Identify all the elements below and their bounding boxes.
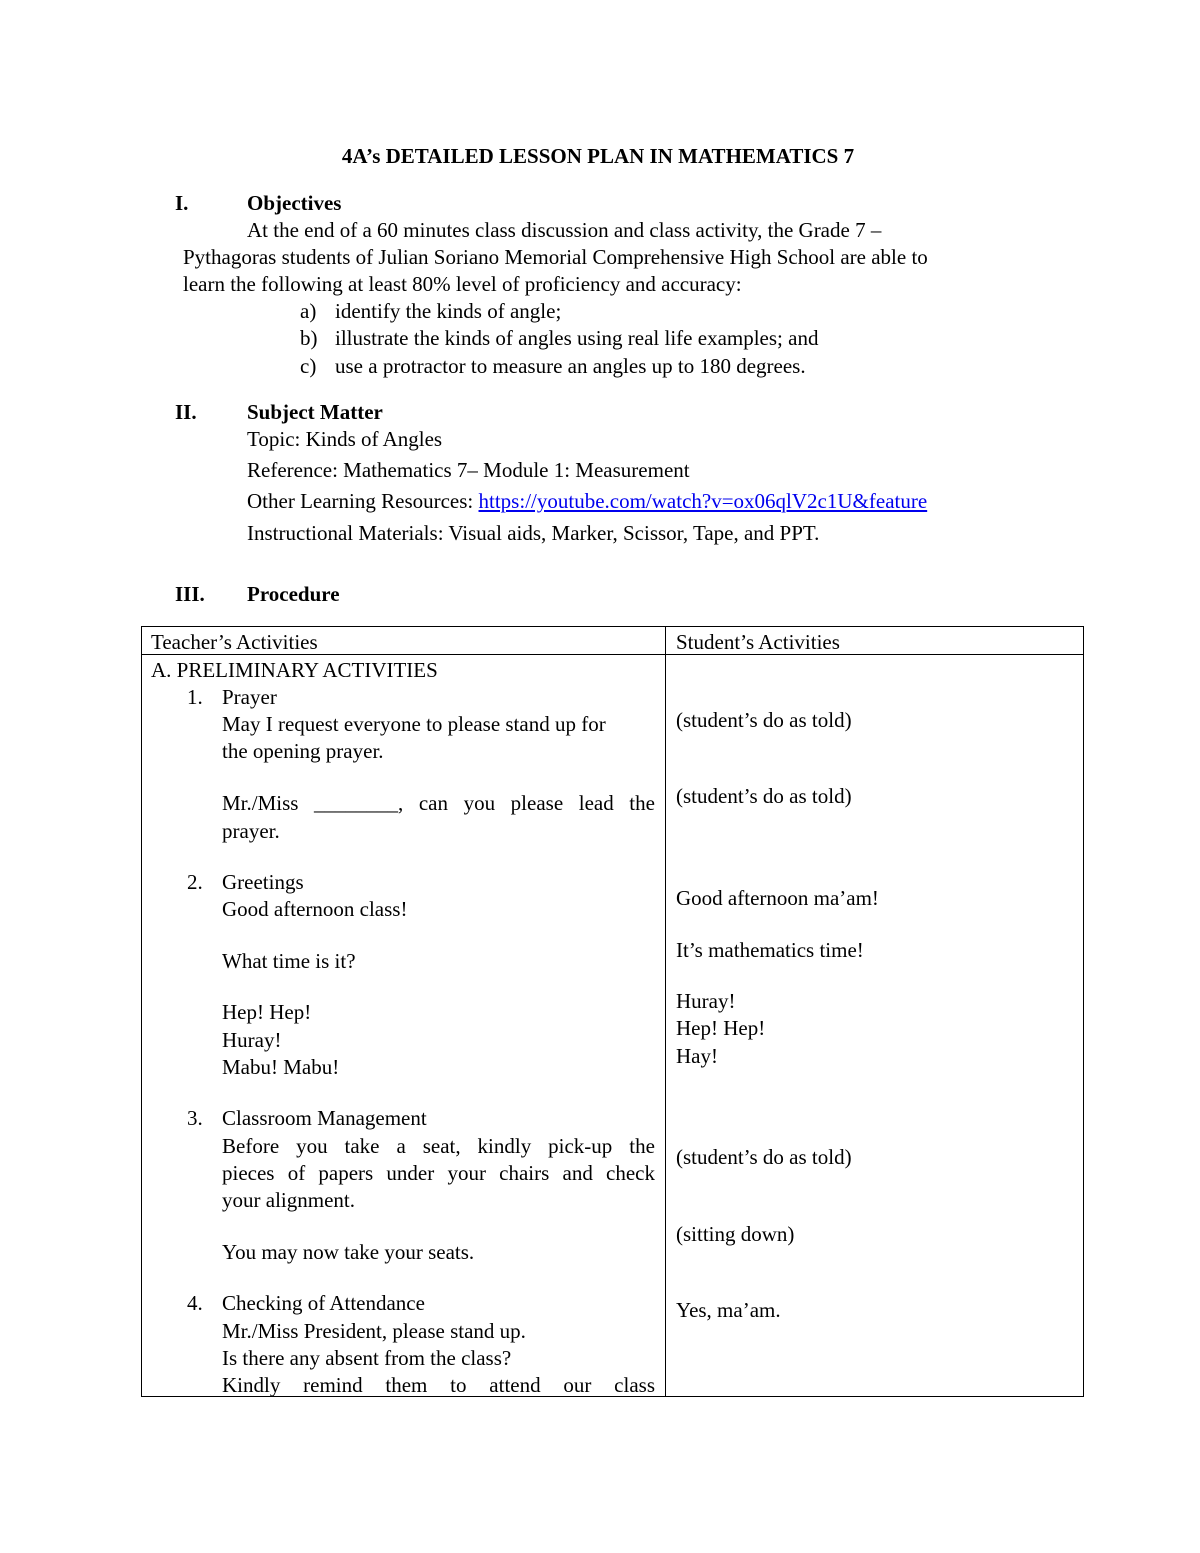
word: attend: [489, 1373, 541, 1397]
blank-line: ________,: [314, 791, 404, 815]
table-column-divider: [665, 626, 666, 1397]
word: you: [296, 1134, 328, 1158]
greetings-number: 2.: [187, 870, 203, 894]
youtube-link[interactable]: https://youtube.com/watch?v=ox06qlV2c1U&feature: [478, 489, 928, 513]
attendance-teacher-line-3: [222, 1375, 655, 1396]
classroom-teacher-line-3: your alignment.: [222, 1188, 355, 1212]
classroom-teacher-line-2: [222, 1163, 655, 1184]
topic-line: Topic: Kinds of Angles: [247, 427, 443, 451]
objective-item-a: identify the kinds of angle;: [335, 299, 562, 323]
classroom-teacher-line-4: You may now take your seats.: [222, 1240, 475, 1264]
word: you: [463, 791, 496, 815]
greetings-teacher-line-5: Mabu! Mabu!: [222, 1055, 340, 1079]
word: take: [344, 1134, 380, 1158]
greetings-student-response-5: Hay!: [676, 1044, 718, 1068]
classroom-student-response-2: (sitting down): [676, 1222, 795, 1246]
greetings-teacher-line-1: Good afternoon class!: [222, 897, 408, 921]
greetings-student-response-4: Hep! Hep!: [676, 1016, 766, 1040]
attendance-title: Checking of Attendance: [222, 1291, 425, 1315]
classroom-title: Classroom Management: [222, 1106, 427, 1130]
classroom-student-response-1: (student’s do as told): [676, 1145, 852, 1169]
word: Kindly: [222, 1373, 281, 1397]
objective-marker-b: b): [300, 326, 318, 350]
word: pieces: [222, 1161, 275, 1185]
student-activities-header: Student’s Activities: [676, 630, 840, 654]
other-resources-line: [247, 491, 927, 512]
word: lead: [578, 791, 614, 815]
word: Mr./Miss: [222, 791, 299, 815]
word: under: [386, 1161, 435, 1185]
objectives-line-3: learn the following at least 80% level of proficiency and accuracy:: [183, 272, 742, 296]
section-numeral-iii: III.: [175, 582, 205, 606]
classroom-teacher-line-1: [222, 1136, 655, 1157]
prayer-teacher-line-1: May I request everyone to please stand up for: [222, 712, 606, 736]
greetings-teacher-line-4: Huray!: [222, 1028, 282, 1052]
subject-matter-heading: Subject Matter: [247, 400, 383, 424]
word: the: [629, 791, 655, 815]
other-resources-label: Other Learning Resources:: [247, 489, 479, 513]
prayer-student-response-1: (student’s do as told): [676, 708, 852, 732]
attendance-number: 4.: [187, 1291, 203, 1315]
prayer-teacher-line-4: prayer.: [222, 819, 280, 843]
attendance-teacher-line-2: Is there any absent from the class?: [222, 1346, 512, 1370]
objective-item-c: use a protractor to measure an angles up to 180 degrees.: [335, 354, 806, 378]
word: class: [614, 1373, 655, 1397]
objectives-line-1: At the end of a 60 minutes class discussion and class activity, the Grade 7 –: [247, 218, 882, 242]
objective-marker-a: a): [300, 299, 317, 323]
objective-marker-c: c): [300, 354, 317, 378]
word: Before: [222, 1134, 280, 1158]
reference-line: Reference: Mathematics 7– Module 1: Measurement: [247, 458, 690, 482]
greetings-student-response-2: It’s mathematics time!: [676, 938, 864, 962]
teacher-activities-header: Teacher’s Activities: [151, 630, 318, 654]
prayer-number: 1.: [187, 685, 203, 709]
classroom-number: 3.: [187, 1106, 203, 1130]
word: of: [287, 1161, 306, 1185]
attendance-teacher-line-1: Mr./Miss President, please stand up.: [222, 1319, 526, 1343]
word: papers: [318, 1161, 374, 1185]
word: can: [418, 791, 449, 815]
prayer-title: Prayer: [222, 685, 277, 709]
word: please: [510, 791, 564, 815]
prayer-student-response-2: (student’s do as told): [676, 784, 852, 808]
word: to: [450, 1373, 467, 1397]
word: your: [447, 1161, 486, 1185]
section-numeral-i: I.: [175, 191, 189, 215]
word: a: [396, 1134, 406, 1158]
objective-item-b: illustrate the kinds of angles using real life examples; and: [335, 326, 819, 350]
word: remind: [303, 1373, 363, 1397]
greetings-student-response-1: Good afternoon ma’am!: [676, 886, 879, 910]
word: check: [606, 1161, 655, 1185]
greetings-title: Greetings: [222, 870, 304, 894]
procedure-heading: Procedure: [247, 582, 340, 606]
word: and: [562, 1161, 593, 1185]
greetings-teacher-line-3: Hep! Hep!: [222, 1000, 312, 1024]
materials-line: Instructional Materials: Visual aids, Marker, Scissor, Tape, and PPT.: [247, 521, 820, 545]
table-header-divider: [141, 654, 1084, 655]
prayer-teacher-line-3: [222, 793, 655, 814]
word: chairs: [499, 1161, 550, 1185]
word: kindly: [477, 1134, 532, 1158]
word: our: [563, 1373, 592, 1397]
preliminary-activities-heading: A. PRELIMINARY ACTIVITIES: [151, 658, 438, 682]
objectives-heading: Objectives: [247, 191, 342, 215]
objectives-line-2: Pythagoras students of Julian Soriano Memorial Comprehensive High School are able to: [183, 245, 928, 269]
greetings-student-response-3: Huray!: [676, 989, 736, 1013]
word: them: [385, 1373, 428, 1397]
word: pick-up: [548, 1134, 613, 1158]
document-title: 4A’s DETAILED LESSON PLAN IN MATHEMATICS 7: [341, 144, 855, 168]
word: seat,: [422, 1134, 461, 1158]
prayer-teacher-line-2: the opening prayer.: [222, 739, 384, 763]
word: the: [629, 1134, 655, 1158]
section-numeral-ii: II.: [175, 400, 197, 424]
attendance-student-response-1: Yes, ma’am.: [676, 1298, 781, 1322]
greetings-teacher-line-2: What time is it?: [222, 949, 356, 973]
